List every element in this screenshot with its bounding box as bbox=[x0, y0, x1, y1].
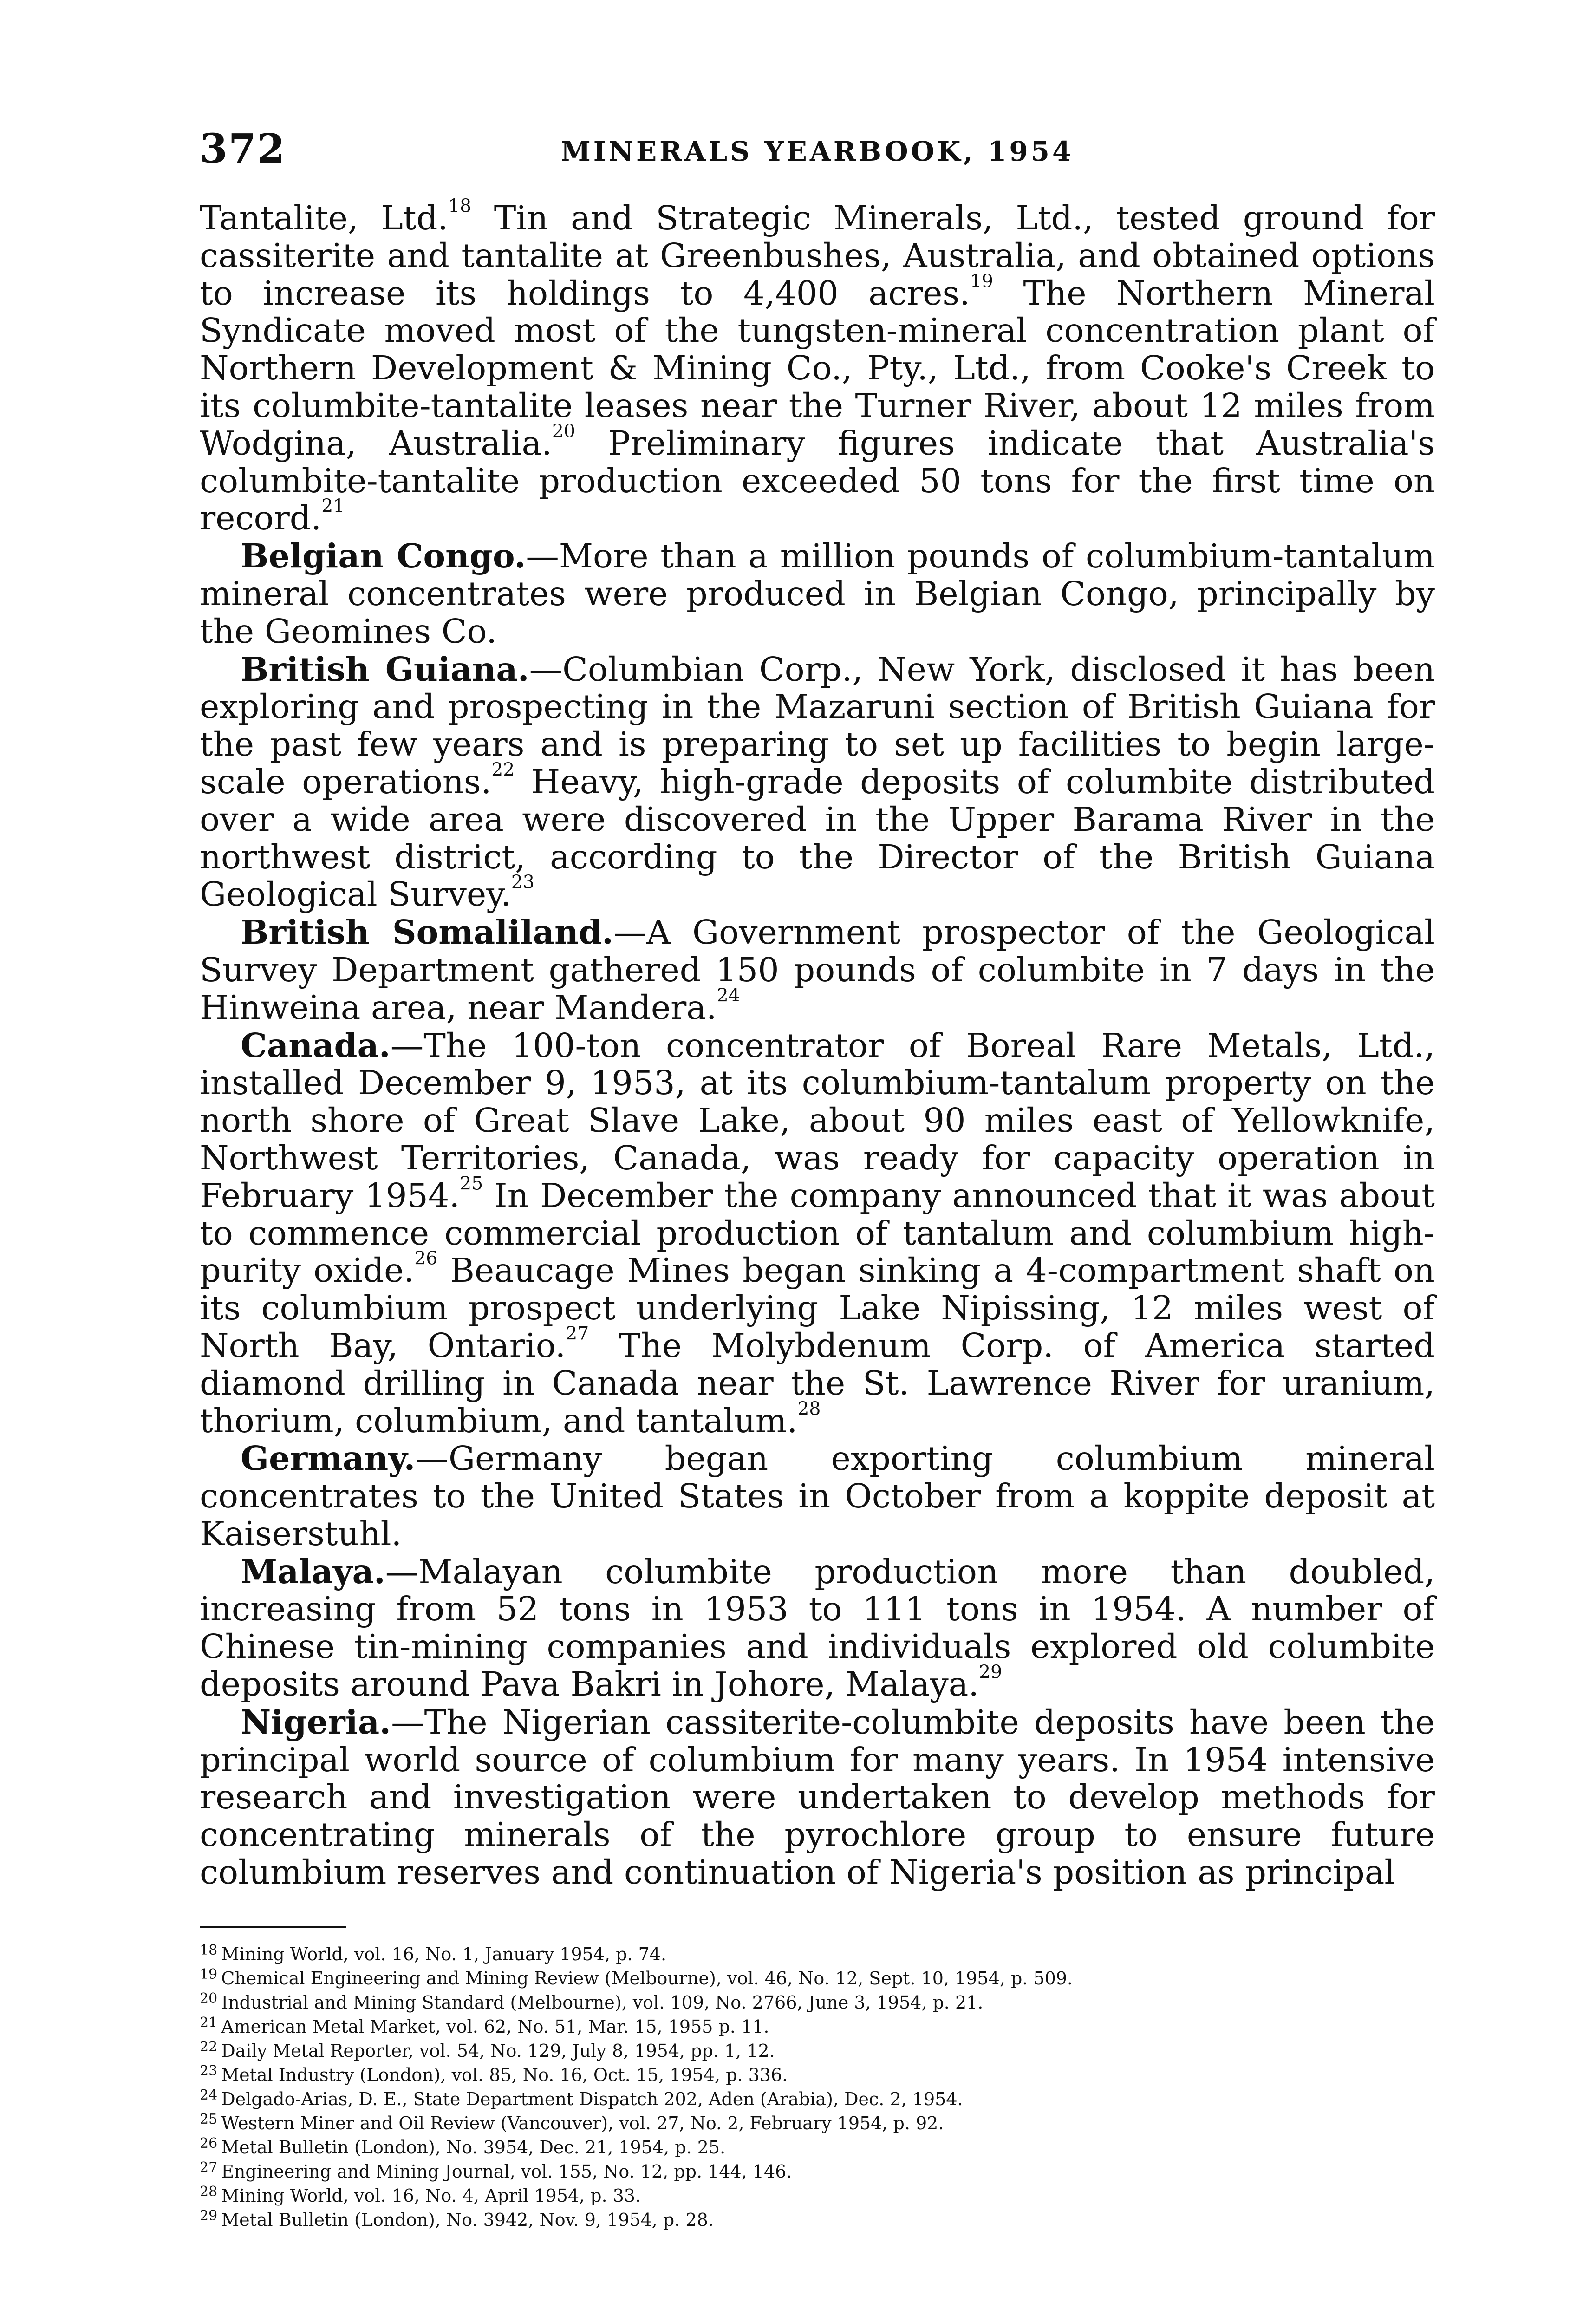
footnote-ref: 21 bbox=[321, 496, 345, 517]
footnote bbox=[200, 1989, 1435, 2013]
footnote-number: 21 bbox=[200, 2014, 218, 2031]
footnote-text: Chemical Engineering and Mining Review (Melbourne), vol. 46, No. 12, Sept. 10, 1954, p. 509. bbox=[221, 1968, 1073, 1989]
footnote bbox=[200, 2109, 1435, 2133]
paragraph-text: Tin and Strategic Minerals, Ltd., tested ground for cassiterite and tantalite at Greenbushes, Australia, and obtained options to increase its holdings to 4,400 acres. bbox=[200, 199, 1435, 313]
footnote-ref: 20 bbox=[552, 421, 575, 442]
footnote-number: 23 bbox=[200, 2062, 218, 2079]
footnote bbox=[200, 2182, 1435, 2206]
page-header bbox=[200, 125, 1435, 181]
section-heading: British Guiana. bbox=[241, 649, 529, 689]
paragraph-text: The Molybdenum Corp. of America started diamond drilling in Canada near the St. Lawrence River for uranium, thorium, columbium, and tantalum. bbox=[200, 1326, 1435, 1440]
footnote bbox=[200, 2061, 1435, 2085]
footnote-number: 29 bbox=[200, 2207, 218, 2224]
section-heading: British Somaliland. bbox=[241, 913, 613, 952]
paragraph-british-guiana bbox=[200, 651, 1435, 914]
section-heading: Belgian Congo. bbox=[241, 536, 526, 576]
paragraph-text: —Malayan columbite production more than doubled, increasing from 52 tons in 1953 to 111 tons in 1954. A number of Chinese tin-mining companies and individuals explored old columbite deposits around Pava Bakri in Johore, Malaya. bbox=[200, 1552, 1435, 1704]
paragraph-text: Preliminary figures indicate that Australia's columbite-tantalite production exceeded 50 tons for the first time on record. bbox=[200, 424, 1435, 538]
footnote-ref: 28 bbox=[797, 1398, 821, 1420]
footnote-ref: 18 bbox=[448, 196, 472, 217]
page bbox=[200, 125, 1435, 2230]
footnotes bbox=[200, 1940, 1435, 2230]
paragraph-germany bbox=[200, 1440, 1435, 1552]
footnote-text: Metal Industry (London), vol. 85, No. 16, Oct. 15, 1954, p. 336. bbox=[221, 2064, 788, 2085]
paragraph-text: In December the company announced that it was about to commence commercial production of tantalum and columbium high-purity oxide. bbox=[200, 1176, 1435, 1290]
footnote-text: Mining World, vol. 16, No. 4, April 1954, p. 33. bbox=[221, 2185, 641, 2206]
paragraph-british-somaliland bbox=[200, 913, 1435, 1026]
footnote-number: 25 bbox=[200, 2111, 218, 2127]
footnote bbox=[200, 2013, 1435, 2037]
section-heading: Germany. bbox=[241, 1439, 416, 1478]
footnote-text: American Metal Market, vol. 62, No. 51, Mar. 15, 1955 p. 11. bbox=[221, 2016, 769, 2037]
paragraph-text: —Germany began exporting columbium mineral concentrates to the United States in October from a koppite deposit at Kaiserstuhl. bbox=[200, 1439, 1435, 1553]
section-heading: Canada. bbox=[241, 1025, 391, 1065]
footnote-text: Engineering and Mining Journal, vol. 155, No. 12, pp. 144, 146. bbox=[221, 2161, 792, 2182]
footnote-text: Metal Bulletin (London), No. 3942, Nov. 9, 1954, p. 28. bbox=[221, 2209, 714, 2230]
footnote-ref: 29 bbox=[979, 1662, 1003, 1683]
footnote-text: Delgado-Arias, D. E., State Department Dispatch 202, Aden (Arabia), Dec. 2, 1954. bbox=[221, 2088, 963, 2109]
footnote-divider bbox=[200, 1926, 346, 1928]
footnote-ref: 22 bbox=[491, 759, 515, 781]
paragraph-belgian-congo bbox=[200, 537, 1435, 650]
footnote-number: 28 bbox=[200, 2183, 218, 2200]
footnote-ref: 27 bbox=[566, 1323, 589, 1344]
footnote-text: Industrial and Mining Standard (Melbourne), vol. 109, No. 2766, June 3, 1954, p. 21. bbox=[221, 1992, 984, 2013]
section-heading: Malaya. bbox=[241, 1552, 385, 1591]
page-number: 372 bbox=[200, 125, 286, 172]
body-text bbox=[200, 196, 1435, 1892]
footnote-ref: 26 bbox=[414, 1248, 438, 1269]
paragraph-nigeria bbox=[200, 1703, 1435, 1892]
footnote-number: 19 bbox=[200, 1966, 218, 1983]
footnote bbox=[200, 2133, 1435, 2158]
paragraph-text: Beaucage Mines began sinking a 4-compartment shaft on its columbium prospect underlying Lake Nipissing, 12 miles west of North Bay, Ontario. bbox=[200, 1251, 1435, 1365]
footnote-number: 22 bbox=[200, 2038, 218, 2055]
paragraph-canada bbox=[200, 1027, 1435, 1440]
footnote-text: Daily Metal Reporter, vol. 54, No. 129, July 8, 1954, pp. 1, 12. bbox=[221, 2040, 775, 2061]
footnote bbox=[200, 1964, 1435, 1989]
footnote-text: Metal Bulletin (London), No. 3954, Dec. 21, 1954, p. 25. bbox=[221, 2137, 726, 2158]
footnote bbox=[200, 2158, 1435, 2182]
running-title: MINERALS YEARBOOK, 1954 bbox=[560, 136, 1074, 167]
footnote-number: 24 bbox=[200, 2087, 218, 2103]
footnote-text: Mining World, vol. 16, No. 1, January 1954, p. 74. bbox=[221, 1944, 667, 1964]
paragraph-text: —A Government prospector of the Geological Survey Department gathered 150 pounds of columbite in 7 days in the Hinweina area, near Mandera. bbox=[200, 913, 1435, 1027]
footnote bbox=[200, 2206, 1435, 2230]
footnote-ref: 23 bbox=[511, 872, 534, 893]
footnote-ref: 24 bbox=[717, 985, 740, 1006]
paragraph-text: —The Nigerian cassiterite-columbite deposits have been the principal world source of columbium for many years. In 1954 intensive research and investigation were undertaken to develop methods for concentrating minerals of the pyrochlore group to ensure future columbium reserves and continuation of Nigeria's position as principal bbox=[200, 1702, 1435, 1892]
paragraph-text: —Columbian Corp., New York, disclosed it has been exploring and prospecting in the Mazaruni section of British Guiana for the past few years and is preparing to set up facilities to begin large-scale operations. bbox=[200, 650, 1435, 801]
section-heading: Nigeria. bbox=[241, 1702, 391, 1742]
paragraph-malaya bbox=[200, 1553, 1435, 1703]
paragraph-text: The Northern Mineral Syndicate moved most of the tungsten-mineral concentration plant of Northern Development & Mining Co., Pty., Ltd., from Cooke's Creek to its columbite-tantalite leases near the Turner River, about 12 miles from Wodgina, Australia. bbox=[200, 274, 1435, 463]
paragraph-text: Tantalite, Ltd. bbox=[200, 199, 449, 237]
footnote-ref: 19 bbox=[970, 271, 993, 292]
footnote-number: 20 bbox=[200, 1990, 218, 2007]
paragraph-text: —More than a million pounds of columbium-tantalum mineral concentrates were produced in Belgian Congo, principally by the Geomines Co. bbox=[200, 537, 1435, 651]
paragraph-text: Heavy, high-grade deposits of columbite distributed over a wide area were discovered in the Upper Barama River in the northwest district, according to the Director of the British Guiana Geological Survey. bbox=[200, 762, 1435, 914]
paragraph-text: —The 100-ton concentrator of Boreal Rare Metals, Ltd., installed December 9, 1953, at its columbium-tantalum property on the north shore of Great Slave Lake, about 90 miles east of Yellowknife, Northwest Territories, Canada, was ready for capacity operation in February 1954. bbox=[200, 1026, 1435, 1215]
paragraph bbox=[200, 196, 1435, 538]
footnote bbox=[200, 2037, 1435, 2061]
footnote-number: 27 bbox=[200, 2159, 218, 2176]
footnote-number: 18 bbox=[200, 1942, 218, 1958]
footnote-text: Western Miner and Oil Review (Vancouver), vol. 27, No. 2, February 1954, p. 92. bbox=[221, 2113, 944, 2133]
footnote-ref: 25 bbox=[460, 1173, 483, 1194]
footnote bbox=[200, 1940, 1435, 1964]
footnote-number: 26 bbox=[200, 2135, 218, 2152]
footnote bbox=[200, 2085, 1435, 2109]
